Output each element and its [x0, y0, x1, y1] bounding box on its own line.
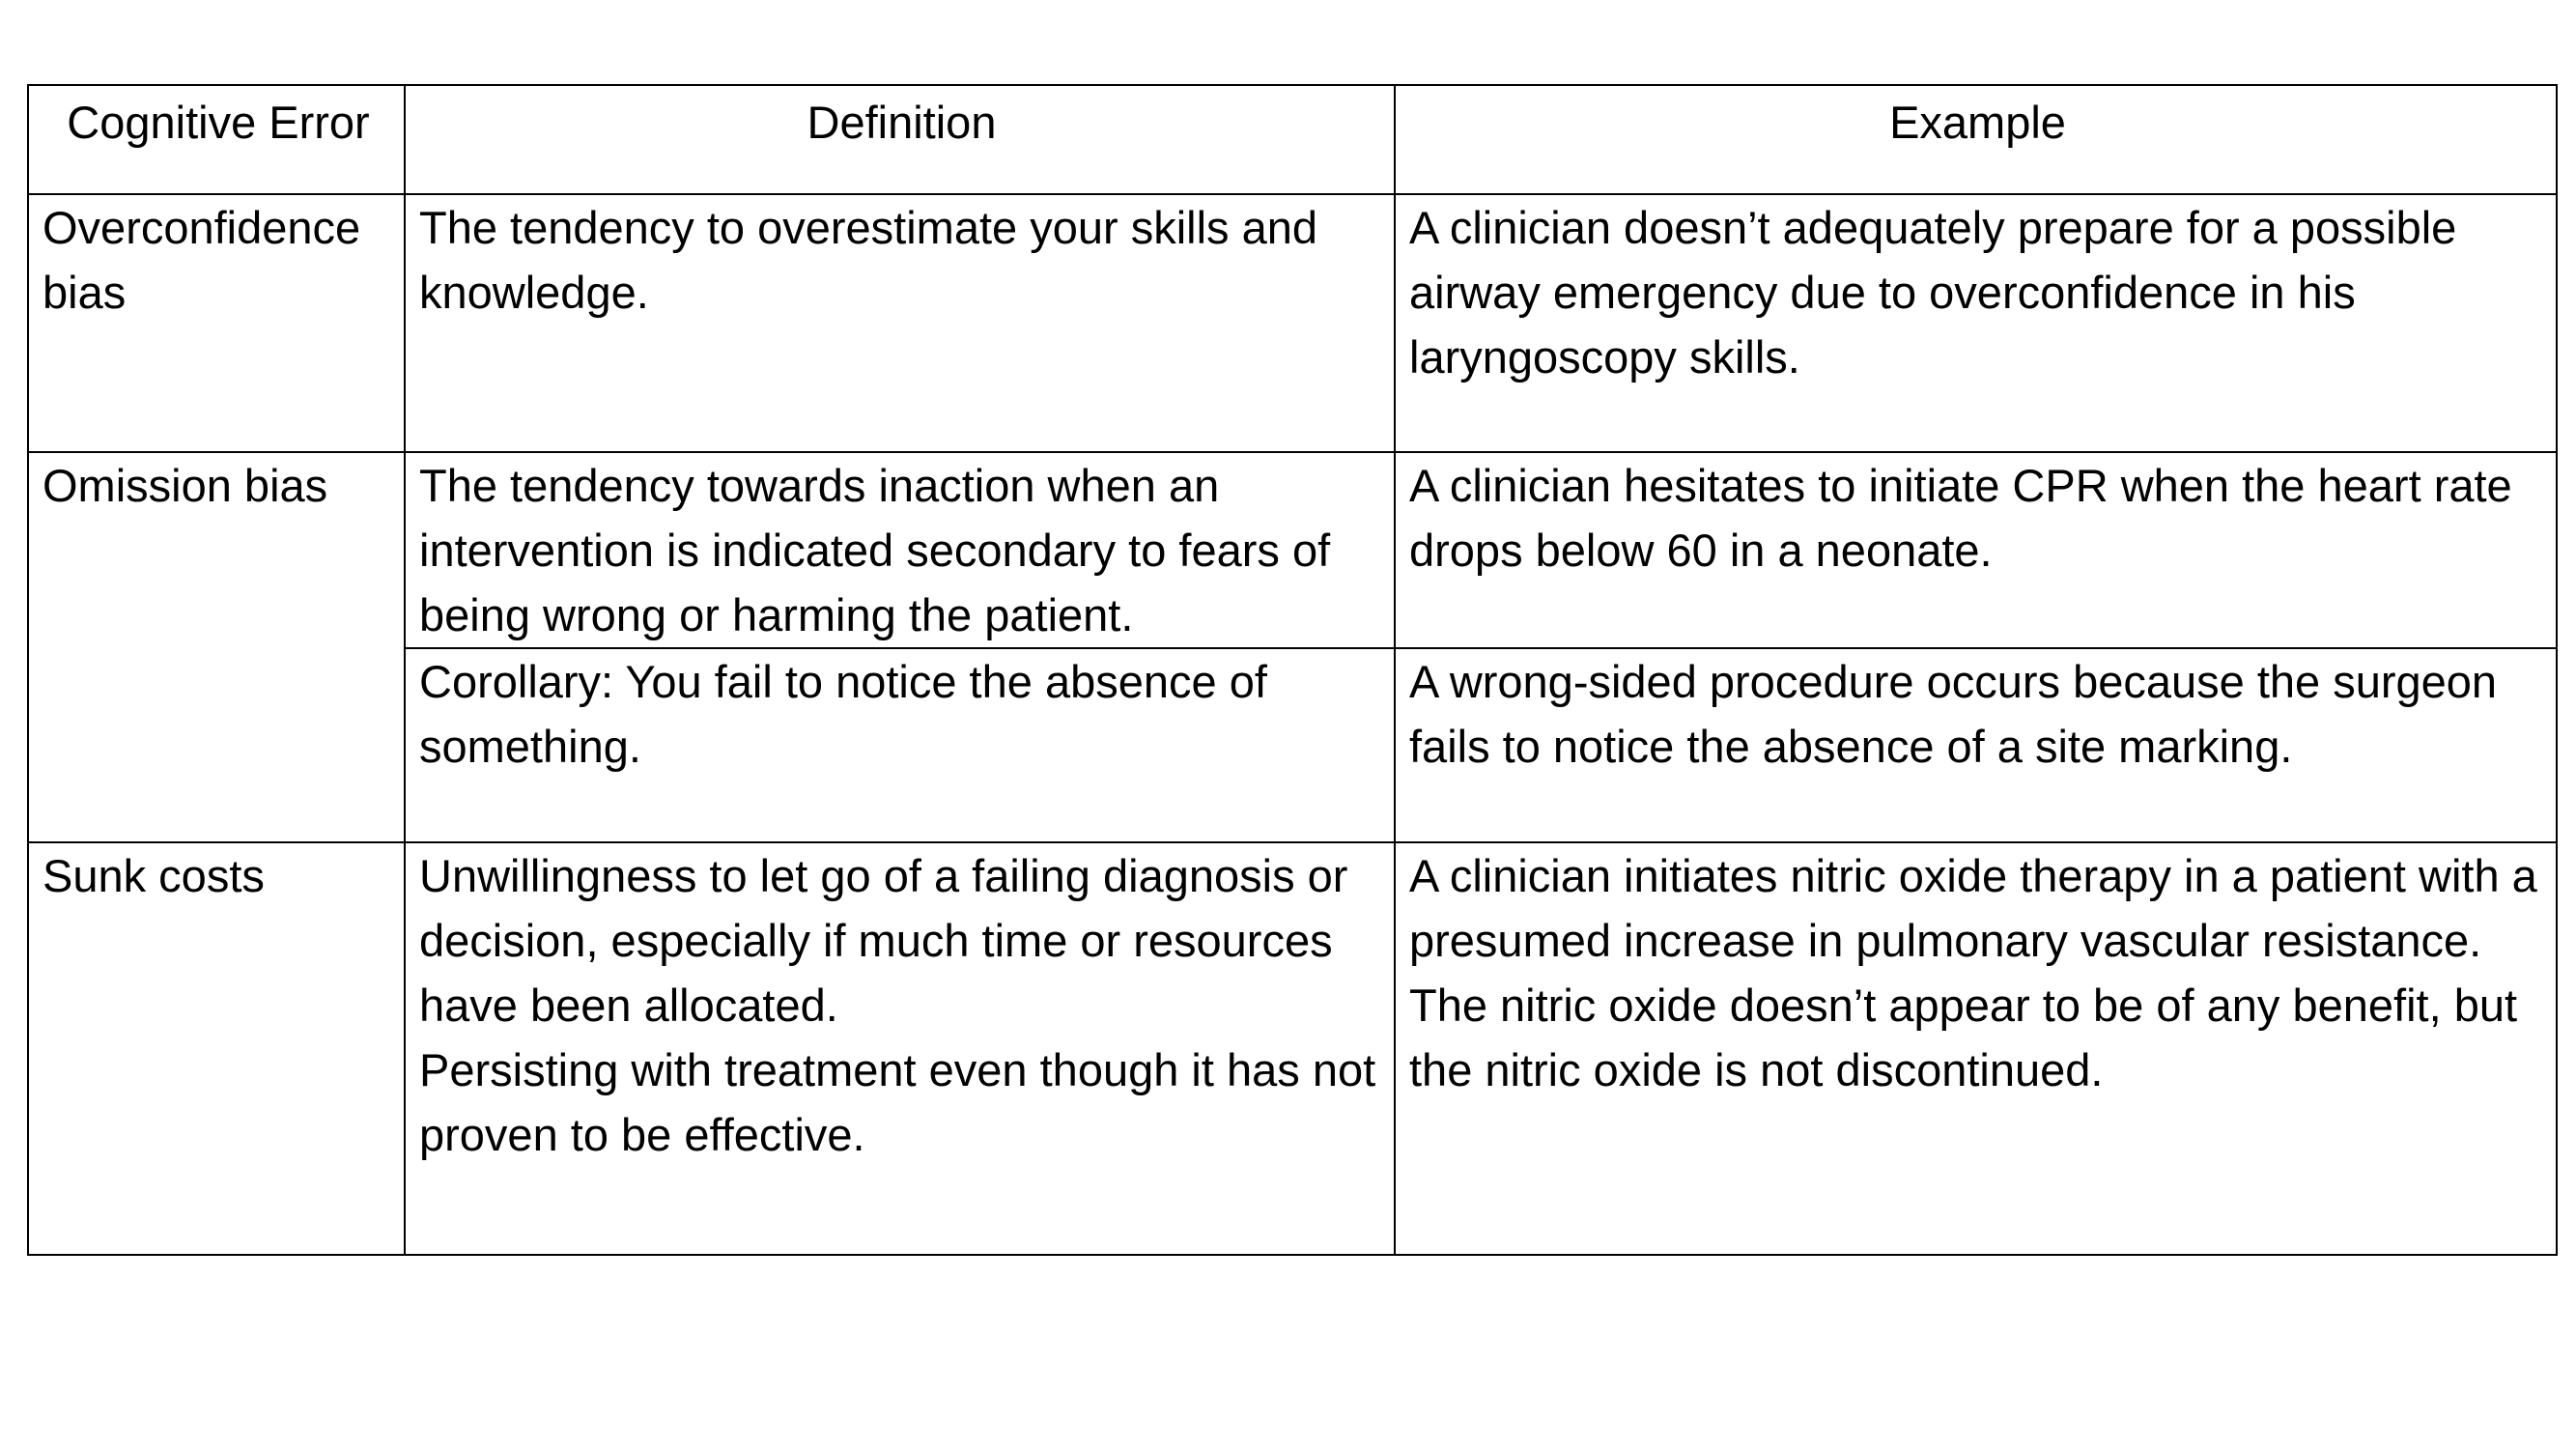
- table-row: [28, 452, 2557, 648]
- table-row: [28, 194, 2557, 452]
- example-cell: A wrong-sided procedure occurs because the surgeon fails to notice the absence of a site marking.: [1395, 648, 2557, 842]
- error-cell: Overconfidence bias: [28, 194, 405, 452]
- example-cell: A clinician initiates nitric oxide therapy in a patient with a presumed increase in pulmonary vascular resistance. The nitric oxide doesn’t appear to be of any benefit, but the nitric oxide is not discontinued.: [1395, 842, 2557, 1255]
- header-cognitive-error: Cognitive Error: [28, 85, 405, 194]
- table-row: [28, 842, 2557, 1255]
- definition-cell: [405, 842, 1395, 1255]
- example-cell: A clinician hesitates to initiate CPR when the heart rate drops below 60 in a neonate.: [1395, 452, 2557, 648]
- table-header-row: [28, 85, 2557, 194]
- definition-cell: The tendency to overestimate your skills and knowledge.: [405, 194, 1395, 452]
- error-cell: Sunk costs: [28, 842, 405, 1255]
- definition-paragraph: Persisting with treatment even though it has not proven to be effective.: [419, 1044, 1376, 1160]
- table-row: [28, 648, 2557, 842]
- example-cell: A clinician doesn’t adequately prepare for a possible airway emergency due to overconfidence in his laryngoscopy skills.: [1395, 194, 2557, 452]
- header-example: Example: [1395, 85, 2557, 194]
- definition-cell: The tendency towards inaction when an intervention is indicated secondary to fears of being wrong or harming the patient.: [405, 452, 1395, 648]
- definition-paragraph: Unwillingness to let go of a failing diagnosis or decision, especially if much time or resources have been allocated.: [419, 850, 1348, 1031]
- cognitive-error-table: [27, 84, 2558, 1256]
- error-cell: Omission bias: [28, 452, 405, 842]
- definition-cell: Corollary: You fail to notice the absence of something.: [405, 648, 1395, 842]
- header-definition: Definition: [405, 85, 1395, 194]
